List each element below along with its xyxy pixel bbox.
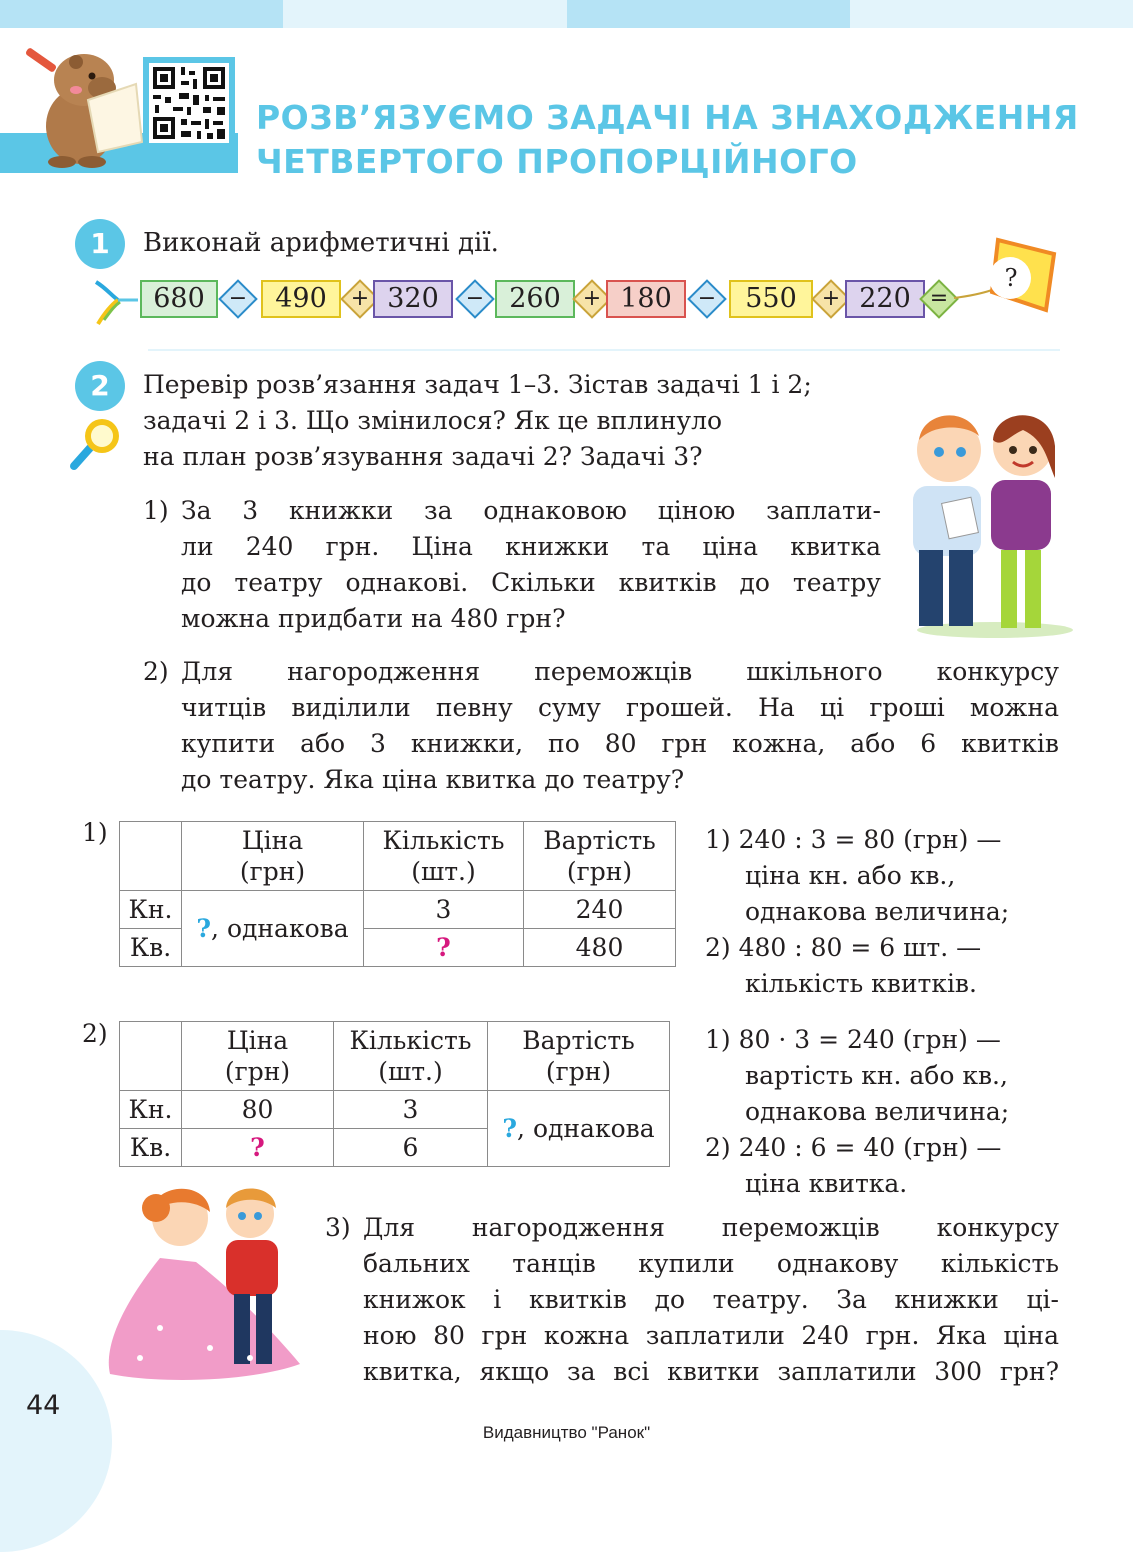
table1-row-name: Кв. [120,929,182,967]
table1-row-name: Кн. [120,891,182,929]
table1-corner [120,822,182,891]
minus-operator-icon: − [455,279,495,319]
kite-answer: ? [1004,264,1018,292]
children-illustration [905,400,1080,640]
problem2-line: до театру. Яка ціна квитка до театру? [181,765,685,794]
task-number-1: 1 [75,219,125,269]
problem2-line: читців виділили певну суму грошей. На ці гроші можна [181,693,1059,722]
table1 [119,821,676,967]
problem3-line: Для нагородження переможців конкурсу [363,1213,1059,1242]
problem2-label: 2) [143,657,169,686]
section-divider [148,349,1060,351]
problem1-text [181,493,881,637]
minus-operator-icon: − [687,279,727,319]
problem1-label: 1) [143,496,169,525]
page-number: 44 [26,1390,61,1421]
solution1-line: ціна кн. або кв., [745,861,956,890]
table1-cell-qty-unknown: ? [364,929,524,967]
problem2-text [181,654,1059,798]
plus-operator-icon: + [811,279,851,319]
table2-row-name: Кн. [120,1091,182,1129]
table2-corner [120,1022,182,1091]
task2-intro [143,367,913,475]
table2-header-qty: Кількість (шт.) [334,1022,488,1091]
ribbon-icon [92,276,140,328]
table2-cell-qty: 6 [334,1129,488,1167]
solution2-line: 1) 80 · 3 = 240 (грн) — [705,1025,1001,1054]
problem3-line: ною 80 грн кожна заплатили 240 грн. Яка ціна [363,1321,1059,1350]
solution1-line: 2) 480 : 80 = 6 шт. — [705,933,982,962]
table2-header-cost: Вартість (грн) [488,1022,670,1091]
table2-header-price: Ціна (грн) [182,1022,334,1091]
intro-line: Перевір розв’язання задач 1–3. Зістав задачі 1 і 2; [143,370,812,399]
magnifier-icon [68,416,124,472]
table1-cell-qty: 3 [364,891,524,929]
solution2-line: 2) 240 : 6 = 40 (грн) — [705,1133,1002,1162]
solution2-line: однакова величина; [745,1097,1010,1126]
top-bar-segment-1 [0,0,283,28]
dancers-illustration [100,1178,310,1388]
problem1-line: можна придбати на 480 грн? [181,604,566,633]
problem3-line: бальних танців купили однакову кількість [363,1249,1059,1278]
solution1-line: однакова величина; [745,897,1010,926]
top-bar-segment-4 [850,0,1133,28]
table1-cell-cost: 480 [524,929,676,967]
problem3-text [363,1210,1059,1390]
plus-operator-icon: + [572,279,612,319]
chain-box-7: 220 [845,280,925,318]
task-number-2: 2 [75,361,125,411]
solution1-line: кількість квитків. [745,969,977,998]
equals-operator-icon: = [919,279,959,319]
chain-box-4: 260 [495,280,575,318]
chain-box-1: 680 [140,280,218,318]
problem3-label: 3) [325,1213,351,1242]
table1-header-price: Ціна (грн) [182,822,364,891]
capybara-illustration [18,34,146,170]
solution1 [705,822,1009,1002]
chain-box-5: 180 [606,280,686,318]
table1-header-cost: Вартість (грн) [524,822,676,891]
table1-merged-price: ?, однакова [182,891,364,967]
table2-label: 2) [82,1019,108,1048]
publisher: Видавництво "Ранок" [482,1423,651,1442]
top-bar-segment-3 [567,0,850,28]
table2-row-name: Кв. [120,1129,182,1167]
chain-box-6: 550 [729,280,813,318]
problem3-line: квитка, якщо за всі квитки заплатили 300 грн? [363,1357,1059,1386]
table1-header-qty: Кількість (шт.) [364,822,524,891]
table2 [119,1021,670,1167]
solution2-line: ціна квитка. [745,1169,908,1198]
solution1-line: 1) 240 : 3 = 80 (грн) — [705,825,1002,854]
top-bar-segment-2 [283,0,567,28]
table2-cell-price: 80 [182,1091,334,1129]
table2-cell-qty: 3 [334,1091,488,1129]
table1-label: 1) [82,818,108,847]
solution2-line: вартість кн. або кв., [745,1061,1008,1090]
plus-operator-icon: + [340,279,380,319]
task1-instruction: Виконай арифметичні дії. [143,228,499,258]
problem1-line: За 3 книжки за однаковою ціною заплати- [181,496,881,525]
solution2 [705,1022,1009,1202]
intro-line: на план розв’язування задачі 2? Задачі 3? [143,442,703,471]
chain-box-2: 490 [261,280,341,318]
title-line-2: ЧЕТВЕРТОГО ПРОПОРЦІЙНОГО [256,142,858,181]
problem2-line: Для нагородження переможців шкільного конкурсу [181,657,1059,686]
title-line-1: РОЗВ’ЯЗУЄМО ЗАДАЧІ НА ЗНАХОДЖЕННЯ [256,98,1079,137]
page-title [256,96,1079,184]
qr-code [143,57,235,149]
minus-operator-icon: − [218,279,258,319]
problem1-line: до театру однакові. Скільки квитків до театру [181,568,881,597]
chain-box-3: 320 [373,280,453,318]
problem1-line: ли 240 грн. Ціна книжки та ціна квитка [181,532,881,561]
table1-cell-cost: 240 [524,891,676,929]
intro-line: задачі 2 і 3. Що змінилося? Як це вплинуло [143,406,723,435]
table2-cell-price-unknown: ? [182,1129,334,1167]
problem2-line: купити або 3 книжки, по 80 грн кожна, або 6 квитків [181,729,1059,758]
table2-merged-cost: ?, однакова [488,1091,670,1167]
problem3-line: книжок і квитків до театру. За книжки ці- [363,1285,1059,1314]
